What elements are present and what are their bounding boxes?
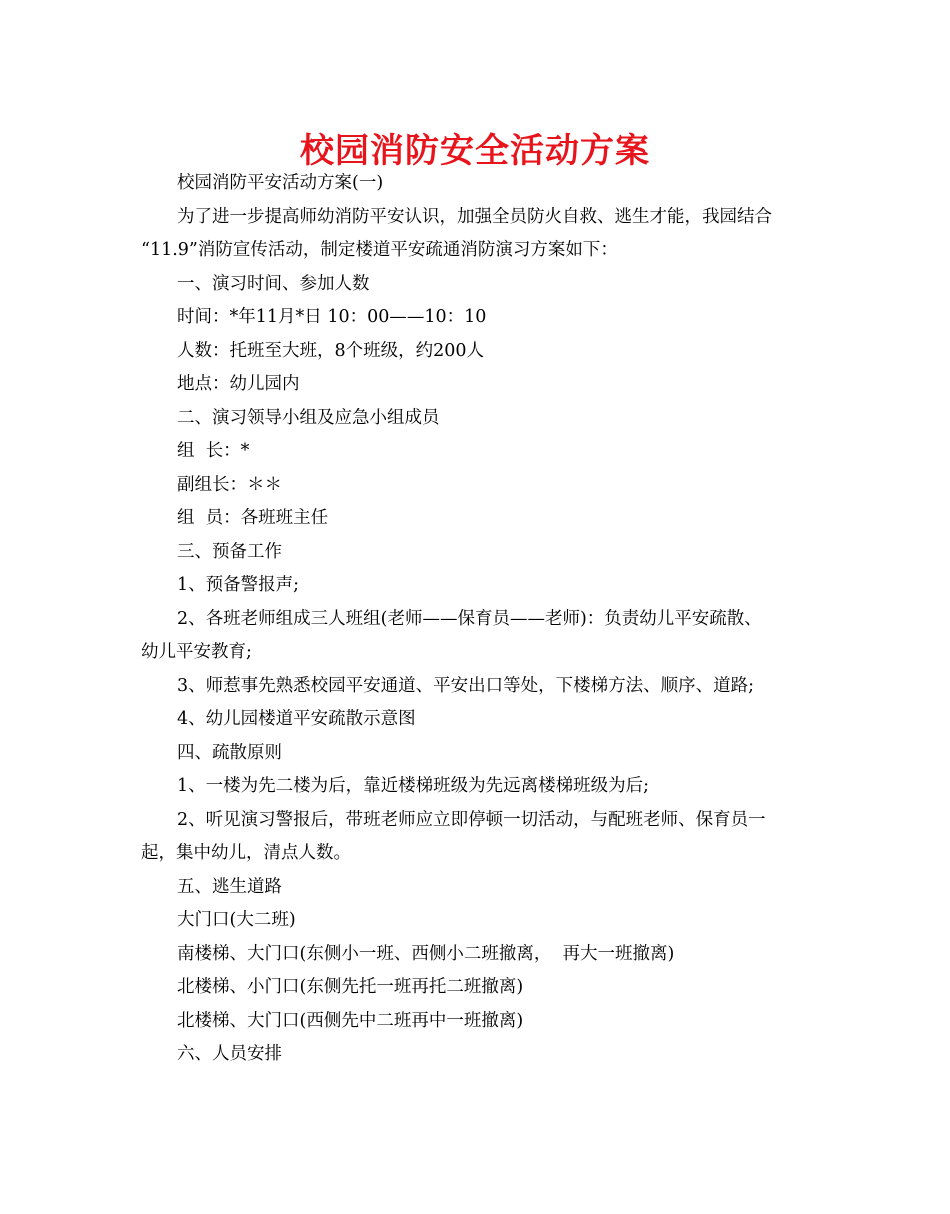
paragraph-line: 校园消防平安活动方案(一) [177,173,384,193]
section-heading: 一、演习时间、参加人数 [177,273,370,294]
section-heading: 六、人员安排 [177,1044,282,1064]
document-title: 校园消防安全活动方案 [300,131,650,171]
paragraph-line: 时间：*年11月*日 10：00——10：10 [177,307,487,327]
paragraph-line: 3、师惹事先熟悉校园平安通道、平安出口等处，下楼梯方法、顺序、道路; [177,675,755,696]
paragraph-line: “11.9”消防宣传活动，制定楼道平安疏通消防演习方案如下： [141,240,618,260]
paragraph-line: 2、各班老师组成三人班组(老师——保育员——老师)：负责幼儿平安疏散、 [177,608,762,629]
paragraph-line: 副组长：＊＊ [177,474,282,495]
paragraph-line: 起，集中幼儿，清点人数。 [141,843,351,863]
paragraph-line: 北楼梯、大门口(西侧先中二班再中一班撤离) [177,1010,524,1031]
paragraph-line: 1、预备警报声; [177,575,300,595]
paragraph-line: 幼儿平安教育; [141,642,252,662]
paragraph-line: 大门口(大二班) [177,910,296,930]
paragraph-line: 人数：托班至大班，8个班级，约200人 [177,340,485,361]
paragraph-line: 2、听见演习警报后，带班老师应立即停顿一切活动，与配班老师、保育员一 [177,809,766,830]
section-heading: 二、演习领导小组及应急小组成员 [177,407,440,428]
paragraph-line: 组 员：各班班主任 [177,508,329,528]
paragraph-line: 组 长：* [177,441,250,461]
paragraph-line: 1、一楼为先二楼为后，靠近楼梯班级为先远离楼梯班级为后; [177,776,650,796]
paragraph-line: 地点：幼儿园内 [177,374,300,394]
paragraph-line: 4、幼儿园楼道平安疏散示意图 [177,709,416,729]
document-body [141,167,811,1072]
section-heading: 五、逃生道路 [177,876,282,897]
section-heading: 四、疏散原则 [177,742,282,763]
paragraph-line: 南楼梯、大门口(东侧小一班、西侧小二班撤离， 再大一班撤离) [177,943,675,964]
paragraph-line: 北楼梯、小门口(东侧先托一班再托二班撤离) [177,977,524,997]
section-heading: 三、预备工作 [177,541,282,562]
paragraph-line: 为了进一步提高师幼消防平安认识，加强全员防火自救、逃生才能，我园结合 [177,206,772,227]
